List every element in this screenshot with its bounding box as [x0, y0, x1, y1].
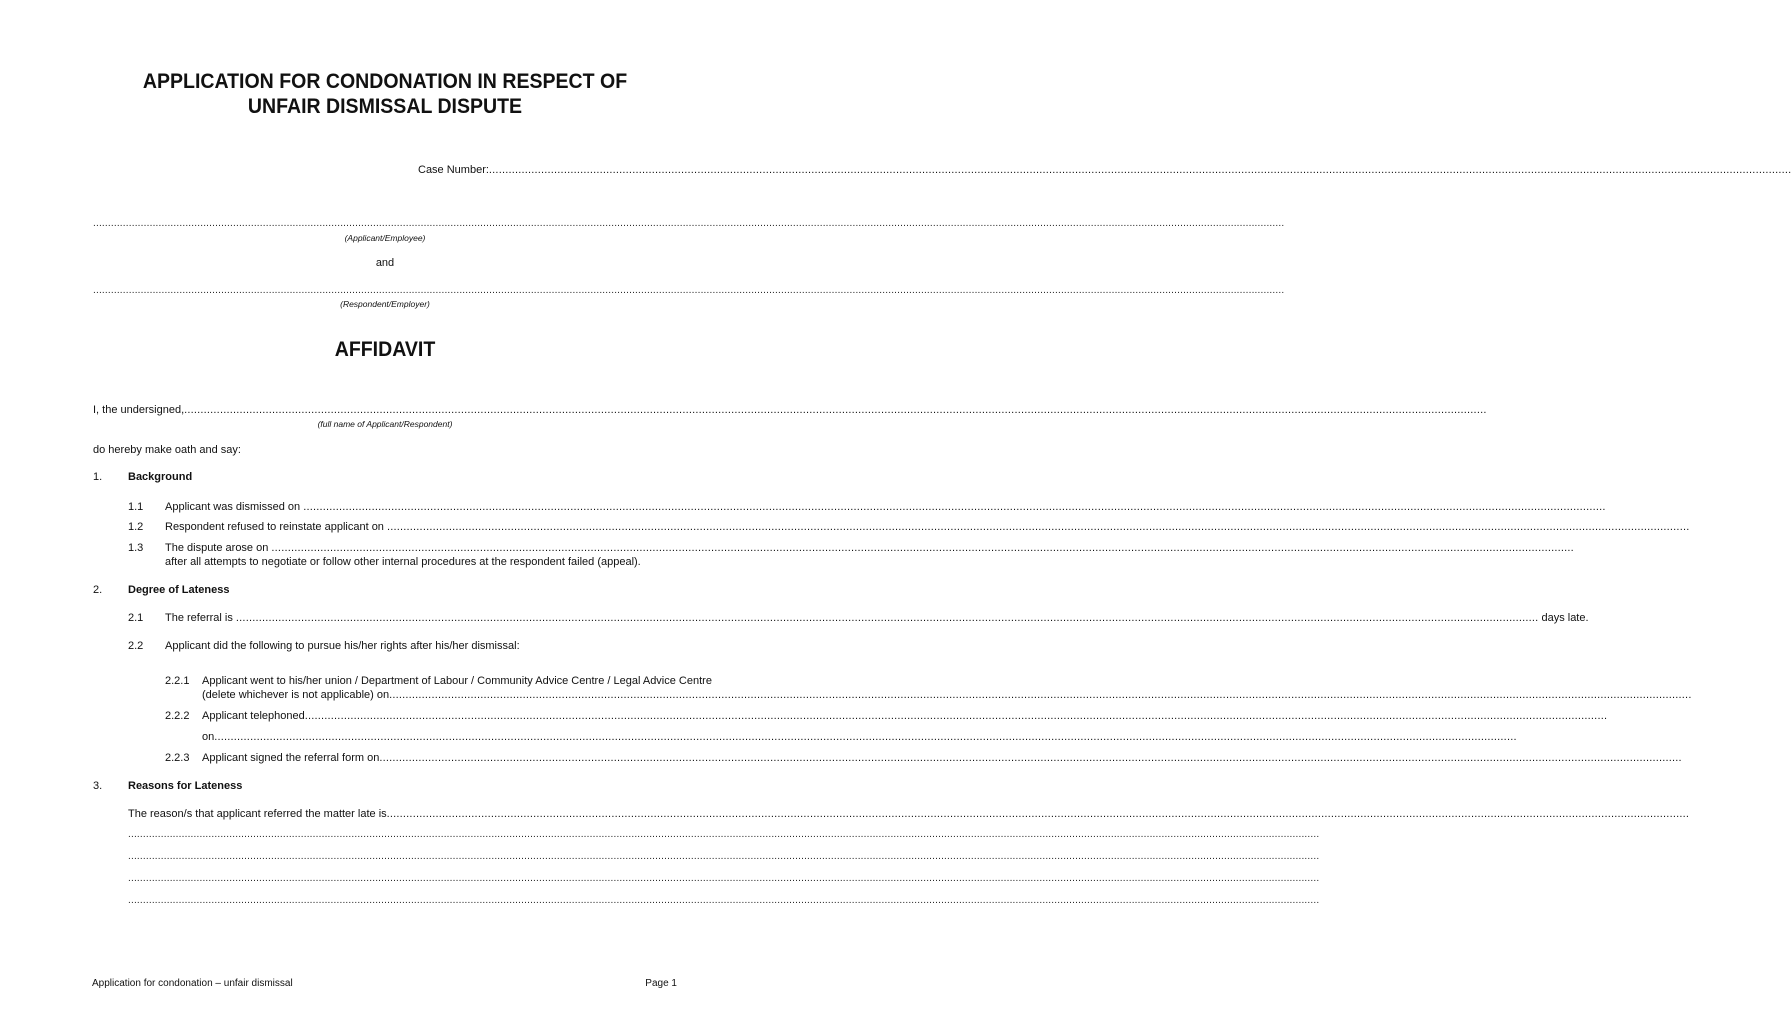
- reasons-dotted-line: ................................................................................................................................................................................................................................................................................................................................................................................................................: [386, 808, 1690, 820]
- section-3-number: 3.: [93, 780, 103, 792]
- reasons-line-4[interactable]: ................................................................................................................................................................................................................................................................................................................................................................................................................: [128, 873, 1320, 884]
- reasons-line-5[interactable]: ................................................................................................................................................................................................................................................................................................................................................................................................................: [128, 895, 1320, 906]
- undersigned-field[interactable]: [93, 404, 1487, 416]
- item-2-2-2-text: Applicant telephoned: [202, 710, 305, 722]
- item-2-2-2-on-field[interactable]: [202, 731, 1517, 743]
- item-1-1-field[interactable]: [165, 501, 1606, 513]
- item-2-2-1-text: Applicant went to his/her union / Department of Labour / Community Advice Centre / Legal Advice Centre: [202, 675, 712, 687]
- case-number-field[interactable]: [418, 164, 1791, 176]
- item-2-2-2-number: 2.2.2: [165, 710, 190, 722]
- respondent-name-line[interactable]: ................................................................................................................................................................................................................................................................................................................................................................................................................: [93, 285, 1285, 296]
- section-1-title: Background: [128, 471, 193, 483]
- oath-text: do hereby make oath and say:: [93, 444, 241, 456]
- item-1-1-text: Applicant was dismissed on: [165, 501, 301, 513]
- document-title-line-2: UNFAIR DISMISSAL DISPUTE: [247, 95, 523, 118]
- item-2-2-2-continuation: on: [202, 731, 215, 743]
- item-2-2-number: 2.2: [128, 640, 144, 652]
- item-1-2-number: 1.2: [128, 521, 144, 533]
- undersigned-dotted-line: ................................................................................................................................................................................................................................................................................................................................................................................................................: [184, 404, 1487, 416]
- affidavit-heading: AFFIDAVIT: [334, 338, 436, 361]
- item-1-3-number: 1.3: [128, 542, 144, 554]
- section-2-number: 2.: [93, 584, 103, 596]
- item-2-2-2-dotted-line: ................................................................................................................................................................................................................................................................................................................................................................................................................: [304, 710, 1608, 722]
- item-1-1-dotted-line: ................................................................................................................................................................................................................................................................................................................................................................................................................: [303, 501, 1606, 513]
- item-1-3-dotted-line: ................................................................................................................................................................................................................................................................................................................................................................................................................: [271, 542, 1574, 554]
- and-text: and: [375, 257, 395, 269]
- case-number-dotted-line: ................................................................................................................................................................................................................................................................................................................................................................................................................: [488, 164, 1791, 176]
- undersigned-label: I, the undersigned,: [93, 404, 185, 416]
- reasons-label: The reason/s that applicant referred the matter late is: [128, 808, 387, 820]
- section-2-title: Degree of Lateness: [128, 584, 230, 596]
- applicant-name-line[interactable]: ................................................................................................................................................................................................................................................................................................................................................................................................................: [93, 218, 1285, 229]
- item-1-1-number: 1.1: [128, 501, 144, 513]
- reasons-line-3[interactable]: ................................................................................................................................................................................................................................................................................................................................................................................................................: [128, 851, 1320, 862]
- item-1-3-field[interactable]: [165, 542, 1574, 554]
- item-2-2-2-field[interactable]: [202, 710, 1608, 722]
- document-title-line-1: APPLICATION FOR CONDONATION IN RESPECT OF: [142, 70, 628, 93]
- full-name-caption: (full name of Applicant/Respondent): [317, 419, 453, 429]
- respondent-caption: (Respondent/Employer): [340, 299, 430, 309]
- reasons-line-2[interactable]: ................................................................................................................................................................................................................................................................................................................................................................................................................: [128, 829, 1320, 840]
- item-2-1-suffix: days late.: [1541, 612, 1589, 624]
- item-2-2-3-dotted-line: ................................................................................................................................................................................................................................................................................................................................................................................................................: [379, 752, 1682, 764]
- item-2-1-text: The referral is: [165, 612, 233, 624]
- item-2-2-1-number: 2.2.1: [165, 675, 190, 687]
- item-2-2-3-field[interactable]: [202, 752, 1682, 764]
- item-2-1-number: 2.1: [128, 612, 144, 624]
- item-2-1-field[interactable]: [165, 612, 1589, 624]
- item-2-2-3-text: Applicant signed the referral form on: [202, 752, 380, 764]
- item-2-2-3-number: 2.2.3: [165, 752, 190, 764]
- section-3-title: Reasons for Lateness: [128, 780, 243, 792]
- item-2-2-1-field[interactable]: [202, 689, 1692, 701]
- footer-title: Application for condonation – unfair dismissal: [92, 978, 293, 989]
- section-1-number: 1.: [93, 471, 103, 483]
- item-2-2-1-dotted-line: ................................................................................................................................................................................................................................................................................................................................................................................................................: [389, 689, 1692, 701]
- item-2-2-1-continuation: (delete whichever is not applicable) on: [202, 689, 390, 701]
- item-1-2-field[interactable]: [165, 521, 1690, 533]
- case-number-label: Case Number:: [418, 164, 489, 176]
- footer-page-number: Page 1: [645, 978, 677, 989]
- item-1-3-continuation: after all attempts to negotiate or follow other internal procedures at the respondent failed (appeal).: [165, 556, 641, 568]
- item-1-2-dotted-line: ................................................................................................................................................................................................................................................................................................................................................................................................................: [387, 521, 1690, 533]
- item-1-3-text: The dispute arose on: [165, 542, 269, 554]
- applicant-caption: (Applicant/Employee): [344, 233, 426, 243]
- item-2-1-dotted-line: ................................................................................................................................................................................................................................................................................................................................................................................................................: [235, 612, 1539, 624]
- item-1-2-text: Respondent refused to reinstate applicant on: [165, 521, 384, 533]
- item-2-2-2-on-dotted-line: ................................................................................................................................................................................................................................................................................................................................................................................................................: [214, 731, 1517, 743]
- item-2-2-text: Applicant did the following to pursue his/her rights after his/her dismissal:: [165, 640, 520, 652]
- reasons-field[interactable]: [128, 808, 1690, 820]
